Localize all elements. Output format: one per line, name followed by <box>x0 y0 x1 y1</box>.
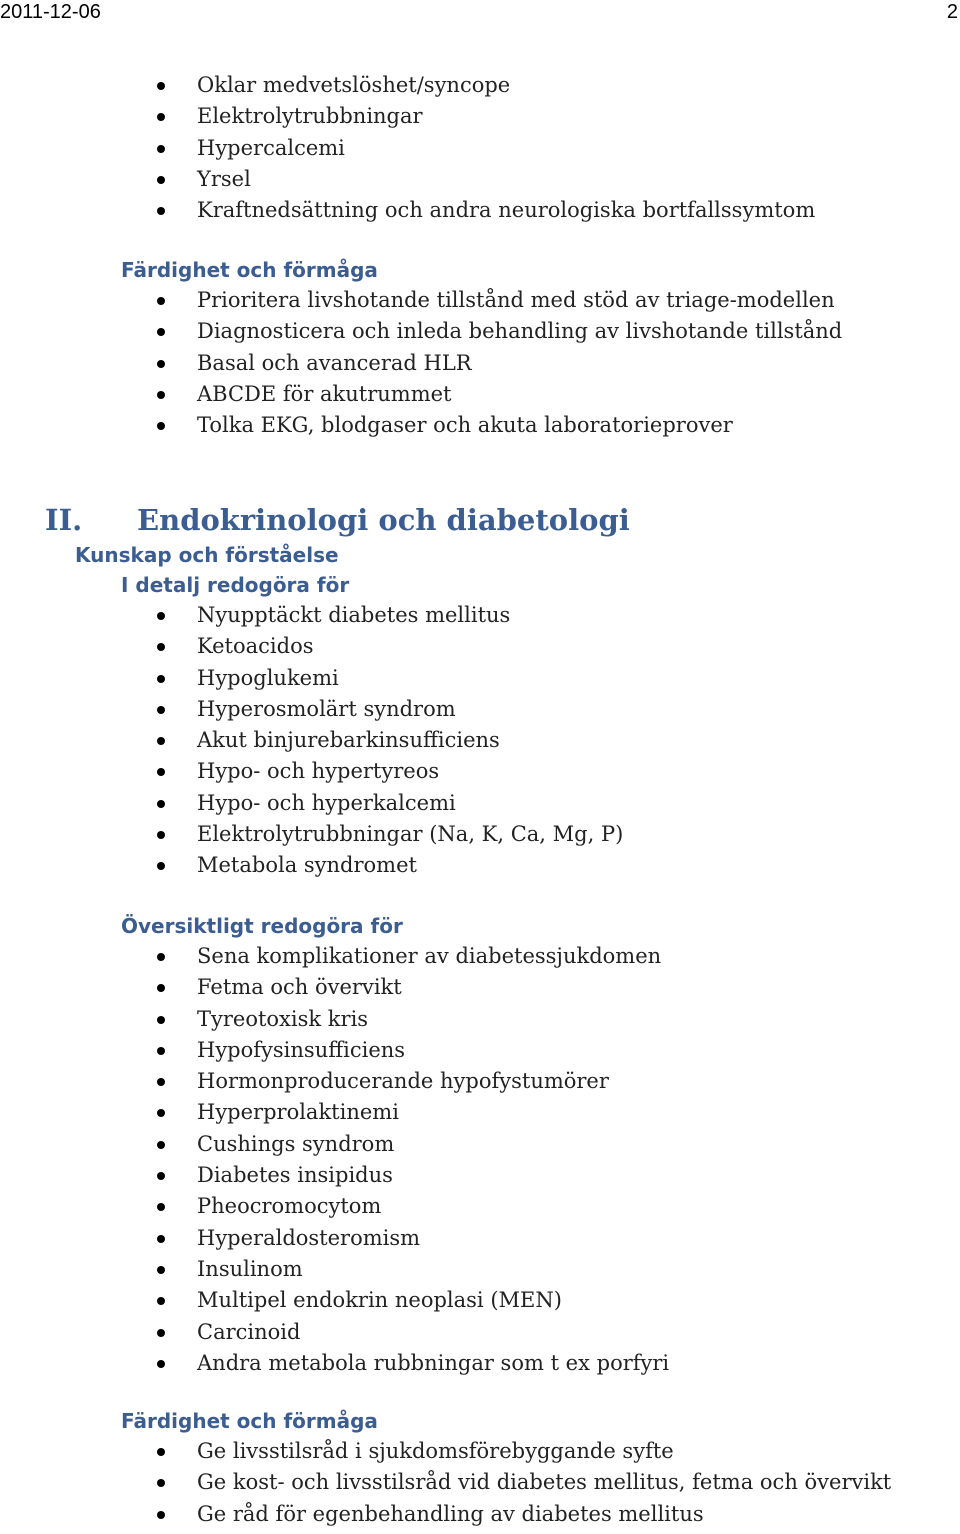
list-item-text: Carcinoid <box>197 1319 301 1344</box>
bullet-icon <box>157 1078 165 1086</box>
list-item <box>0 850 960 881</box>
bullet-icon <box>157 1479 165 1487</box>
list-item <box>0 1129 960 1160</box>
list-item-text: Tolka EKG, blodgaser och akuta laboratorieprover <box>197 413 733 438</box>
list-item-text: Elektrolytrubbningar <box>197 104 423 129</box>
bullet-icon <box>157 1203 165 1211</box>
list-item <box>0 631 960 662</box>
list-item <box>0 195 960 226</box>
bullet-icon <box>157 1235 165 1243</box>
list-item-text: Andra metabola rubbningar som t ex porfyri <box>197 1350 670 1375</box>
bullet-icon <box>157 1329 165 1337</box>
list-item <box>0 379 960 410</box>
page-header <box>0 0 960 24</box>
bullet-icon <box>157 675 165 683</box>
bullet-icon <box>157 1141 165 1149</box>
bullet-icon <box>157 360 165 368</box>
list-item-text: Fetma och övervikt <box>197 975 402 1000</box>
list-item <box>0 1097 960 1128</box>
list-item <box>0 348 960 379</box>
list-item-text: Hypo- och hypertyreos <box>197 759 440 784</box>
list-item <box>0 788 960 819</box>
bullet-icon <box>157 612 165 620</box>
chapter-title <box>0 500 960 540</box>
list-item <box>0 1223 960 1254</box>
bullet-icon <box>157 1109 165 1117</box>
bullet-icon <box>157 391 165 399</box>
bullet-icon <box>157 328 165 336</box>
list-item-text: Diagnosticera och inleda behandling av livshotande tillstånd <box>197 319 843 344</box>
bullet-icon <box>157 176 165 184</box>
list-item-text: Hypofysinsufficiens <box>197 1037 406 1062</box>
bullet-icon <box>157 297 165 305</box>
bullet-icon <box>157 1266 165 1274</box>
bullet-icon <box>157 737 165 745</box>
list-item-text: Sena komplikationer av diabetessjukdomen <box>197 944 662 968</box>
list-item-text: ABCDE för akutrummet <box>197 381 452 406</box>
bullet-icon <box>157 1511 165 1519</box>
list-item <box>0 694 960 725</box>
list-item-text: Hypo- och hyperkalcemi <box>197 790 456 815</box>
list-item <box>0 1160 960 1191</box>
bullet-icon <box>157 800 165 808</box>
list-item <box>0 70 960 101</box>
list-item <box>0 1499 960 1530</box>
bullet-icon <box>157 1448 165 1456</box>
list-item-text: Cushings syndrom <box>197 1131 395 1156</box>
list-item <box>0 819 960 850</box>
list-item-text: Oklar medvetslöshet/syncope <box>197 73 511 97</box>
overview-section <box>0 911 960 1379</box>
bullet-icon <box>157 862 165 870</box>
list-item-text: Hormonproducerande hypofystumörer <box>197 1069 609 1094</box>
list-item-text: Hypercalcemi <box>197 135 345 160</box>
list-item <box>0 600 960 631</box>
list-item <box>0 164 960 195</box>
header-date: 2011-12-06 <box>0 1 101 23</box>
list-item <box>0 972 960 1003</box>
list-item-text: Elektrolytrubbningar (Na, K, Ca, Mg, P) <box>197 822 624 847</box>
list-item-text: Multipel endokrin neoplasi (MEN) <box>197 1288 562 1313</box>
bullet-icon <box>157 1360 165 1368</box>
list-item <box>0 1254 960 1285</box>
list-item <box>0 725 960 756</box>
chapter-number: II. <box>45 503 83 537</box>
bullet-icon <box>157 1297 165 1305</box>
bullet-list <box>0 70 960 226</box>
bullet-icon <box>157 953 165 961</box>
section-heading: Färdighet och förmåga <box>121 1409 378 1433</box>
list-item-text: Prioritera livshotande tillstånd med stöd av triage-modellen <box>197 288 835 312</box>
list-item-text: Metabola syndromet <box>197 853 417 878</box>
list-item <box>0 1348 960 1379</box>
list-item <box>0 756 960 787</box>
list-top-section <box>0 70 960 226</box>
list-item <box>0 941 960 972</box>
bullet-list <box>0 600 960 882</box>
overview-heading: Översiktligt redogöra för <box>121 914 403 938</box>
bullet-icon <box>157 831 165 839</box>
bullet-icon <box>157 984 165 992</box>
bullet-icon <box>157 768 165 776</box>
section-2 <box>0 500 960 882</box>
list-item <box>0 410 960 441</box>
bullet-icon <box>157 145 165 153</box>
bullet-list <box>0 1436 960 1530</box>
detail-heading: I detalj redogöra för <box>121 573 350 597</box>
list-item <box>0 663 960 694</box>
bullet-icon <box>157 422 165 430</box>
list-item-text: Tyreotoxisk kris <box>197 1006 369 1031</box>
list-item-text: Hypoglukemi <box>197 665 339 690</box>
bullet-icon <box>157 1172 165 1180</box>
list-item <box>0 1317 960 1348</box>
list-item-text: Akut binjurebarkinsufficiens <box>197 728 500 753</box>
chapter-title-text: Endokrinologi och diabetologi <box>137 503 630 537</box>
list-item-text: Diabetes insipidus <box>197 1163 393 1188</box>
list-item-text: Hyperaldosteromism <box>197 1225 421 1250</box>
list-item-text: Pheocromocytom <box>197 1194 382 1219</box>
list-item <box>0 1035 960 1066</box>
bullet-icon <box>157 643 165 651</box>
bullet-icon <box>157 1016 165 1024</box>
bullet-list <box>0 285 960 441</box>
skills-section-2 <box>0 1406 960 1530</box>
section-heading: Färdighet och förmåga <box>121 258 378 282</box>
list-item <box>0 1004 960 1035</box>
list-item-text: Nyupptäckt diabetes mellitus <box>197 603 511 627</box>
list-item <box>0 1285 960 1316</box>
bullet-icon <box>157 706 165 714</box>
bullet-icon <box>157 1047 165 1055</box>
list-item-text: Kraftnedsättning och andra neurologiska bortfallssymtom <box>197 198 816 223</box>
list-item <box>0 1066 960 1097</box>
bullet-icon <box>157 207 165 215</box>
list-item <box>0 1467 960 1498</box>
bullet-list <box>0 941 960 1379</box>
list-item-text: Ketoacidos <box>197 634 314 659</box>
list-item-text: Ge kost- och livsstilsråd vid diabetes mellitus, fetma och övervikt <box>197 1470 892 1495</box>
list-item-text: Hyperosmolärt syndrom <box>197 696 456 721</box>
skills-section-1 <box>0 255 960 441</box>
list-item-text: Basal och avancerad HLR <box>197 350 472 375</box>
list-item-text: Ge livsstilsråd i sjukdomsförebyggande syfte <box>197 1439 674 1463</box>
list-item <box>0 1436 960 1467</box>
list-item-text: Hyperprolaktinemi <box>197 1100 399 1125</box>
list-item <box>0 101 960 132</box>
list-item <box>0 1191 960 1222</box>
list-item-text: Ge råd för egenbehandling av diabetes mellitus <box>197 1501 704 1526</box>
list-item-text: Yrsel <box>197 166 251 191</box>
list-item-text: Insulinom <box>197 1256 303 1281</box>
bullet-icon <box>157 82 165 90</box>
bullet-icon <box>157 113 165 121</box>
list-item <box>0 316 960 347</box>
page-number: 2 <box>946 1 958 23</box>
knowledge-heading: Kunskap och förståelse <box>75 543 339 567</box>
list-item <box>0 285 960 316</box>
list-item <box>0 133 960 164</box>
